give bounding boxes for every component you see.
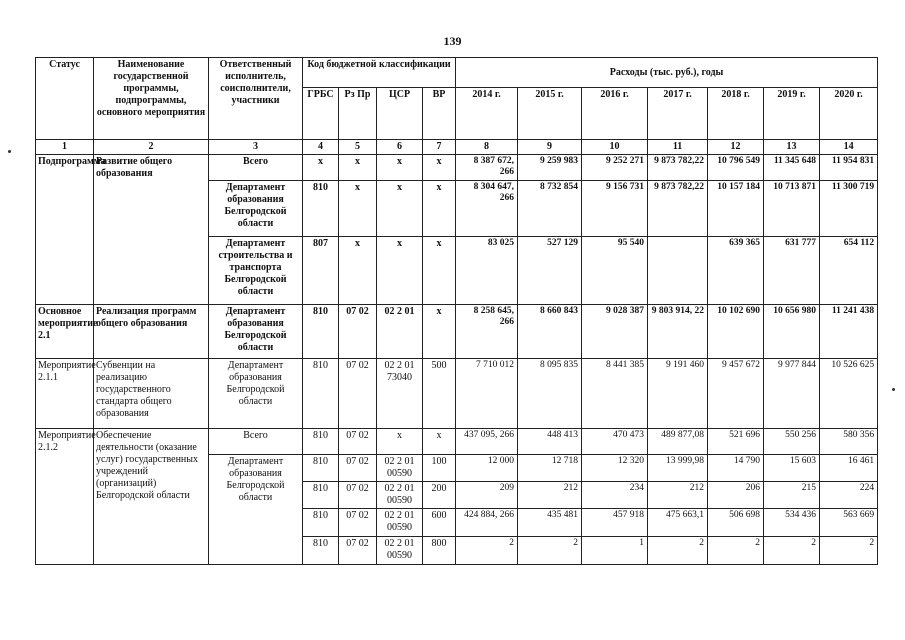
csr-cell: 02 2 01 00590 [377, 455, 423, 482]
vr-cell: х [423, 237, 456, 305]
value-cell: 12 320 [582, 455, 648, 482]
value-cell: 215 [764, 482, 820, 509]
value-cell: 11 954 831 [820, 155, 878, 181]
value-cell: 14 790 [708, 455, 764, 482]
rzpr-cell: х [339, 237, 377, 305]
name-cell: Реализация программ общего образования [94, 305, 209, 359]
value-cell: 95 540 [582, 237, 648, 305]
column-number: 12 [708, 140, 764, 155]
value-cell [648, 237, 708, 305]
value-cell: 8 095 835 [518, 359, 582, 429]
vr-cell: х [423, 429, 456, 455]
value-cell: 11 345 648 [764, 155, 820, 181]
header-year: 2015 г. [518, 88, 582, 140]
table-row [36, 429, 878, 455]
column-number: 6 [377, 140, 423, 155]
value-cell: 12 000 [456, 455, 518, 482]
grbs-cell: 810 [303, 305, 339, 359]
value-cell: 212 [648, 482, 708, 509]
table-row [36, 155, 878, 181]
status-cell: Мероприятие 2.1.2 [36, 429, 94, 565]
value-cell: 2 [518, 537, 582, 565]
vr-cell: х [423, 181, 456, 237]
column-number: 11 [648, 140, 708, 155]
value-cell: 654 112 [820, 237, 878, 305]
value-cell: 2 [764, 537, 820, 565]
value-cell: 2 [648, 537, 708, 565]
grbs-cell: х [303, 155, 339, 181]
grbs-cell: 807 [303, 237, 339, 305]
executor-cell: Всего [209, 155, 303, 181]
column-number: 2 [94, 140, 209, 155]
value-cell: 212 [518, 482, 582, 509]
scan-speck [8, 150, 11, 153]
value-cell: 234 [582, 482, 648, 509]
value-cell: 10 656 980 [764, 305, 820, 359]
value-cell: 11 241 438 [820, 305, 878, 359]
rzpr-cell: 07 02 [339, 482, 377, 509]
value-cell: 563 669 [820, 509, 878, 537]
header-year: 2018 г. [708, 88, 764, 140]
value-cell: 9 252 271 [582, 155, 648, 181]
value-cell: 10 102 690 [708, 305, 764, 359]
rzpr-cell: х [339, 155, 377, 181]
value-cell: 2 [456, 537, 518, 565]
value-cell: 9 028 387 [582, 305, 648, 359]
value-cell: 9 977 844 [764, 359, 820, 429]
value-cell: 8 304 647, 266 [456, 181, 518, 237]
rzpr-cell: 07 02 [339, 455, 377, 482]
value-cell: 9 873 782,22 [648, 181, 708, 237]
value-cell: 10 796 549 [708, 155, 764, 181]
value-cell: 527 129 [518, 237, 582, 305]
column-number: 9 [518, 140, 582, 155]
vr-cell: х [423, 155, 456, 181]
column-number: 4 [303, 140, 339, 155]
csr-cell: х [377, 429, 423, 455]
name-cell: Обеспечение деятельности (оказание услуг) государственных учреждений (организаций) Белгородской области [94, 429, 209, 565]
value-cell: 639 365 [708, 237, 764, 305]
executor-cell: Департамент образования Белгородской области [209, 305, 303, 359]
csr-cell: х [377, 155, 423, 181]
value-cell: 10 526 625 [820, 359, 878, 429]
executor-cell: Департамент образования Белгородской области [209, 359, 303, 429]
value-cell: 521 696 [708, 429, 764, 455]
value-cell: 8 441 385 [582, 359, 648, 429]
executor-cell: Всего [209, 429, 303, 455]
grbs-cell: 810 [303, 181, 339, 237]
header-grbs: ГРБС [303, 88, 339, 140]
grbs-cell: 810 [303, 429, 339, 455]
value-cell: 13 999,98 [648, 455, 708, 482]
grbs-cell: 810 [303, 359, 339, 429]
header-status: Статус [36, 58, 94, 140]
header-year: 2016 г. [582, 88, 648, 140]
value-cell: 206 [708, 482, 764, 509]
column-number: 7 [423, 140, 456, 155]
value-cell: 424 884, 266 [456, 509, 518, 537]
vr-cell: 100 [423, 455, 456, 482]
column-number: 5 [339, 140, 377, 155]
value-cell: 209 [456, 482, 518, 509]
status-cell: Подпрограмма [36, 155, 94, 305]
value-cell: 489 877,08 [648, 429, 708, 455]
value-cell: 83 025 [456, 237, 518, 305]
header-year: 2017 г. [648, 88, 708, 140]
header-year: 2014 г. [456, 88, 518, 140]
vr-cell: 500 [423, 359, 456, 429]
value-cell: 9 191 460 [648, 359, 708, 429]
value-cell: 1 [582, 537, 648, 565]
csr-cell: х [377, 237, 423, 305]
table-row [36, 305, 878, 359]
column-number-row [36, 140, 878, 155]
executor-cell: Департамент образования Белгородской области [209, 181, 303, 237]
header-expenses: Расходы (тыс. руб.), годы [456, 58, 878, 88]
rzpr-cell: х [339, 181, 377, 237]
grbs-cell: 810 [303, 537, 339, 565]
column-number: 3 [209, 140, 303, 155]
value-cell: 7 710 012 [456, 359, 518, 429]
header-vr: ВР [423, 88, 456, 140]
value-cell: 506 698 [708, 509, 764, 537]
name-cell: Субвенции на реализацию государственного стандарта общего образования [94, 359, 209, 429]
header-year: 2020 г. [820, 88, 878, 140]
column-number: 14 [820, 140, 878, 155]
value-cell: 16 461 [820, 455, 878, 482]
value-cell: 448 413 [518, 429, 582, 455]
table-row [36, 359, 878, 429]
status-cell: Основное мероприятие 2.1 [36, 305, 94, 359]
vr-cell: 600 [423, 509, 456, 537]
value-cell: 9 156 731 [582, 181, 648, 237]
grbs-cell: 810 [303, 455, 339, 482]
value-cell: 457 918 [582, 509, 648, 537]
value-cell: 435 481 [518, 509, 582, 537]
value-cell: 437 095, 266 [456, 429, 518, 455]
value-cell: 9 259 983 [518, 155, 582, 181]
csr-cell: 02 2 01 [377, 305, 423, 359]
value-cell: 580 356 [820, 429, 878, 455]
value-cell: 2 [708, 537, 764, 565]
csr-cell: 02 2 01 00590 [377, 482, 423, 509]
value-cell: 11 300 719 [820, 181, 878, 237]
column-number: 8 [456, 140, 518, 155]
value-cell: 224 [820, 482, 878, 509]
status-cell: Мероприятие 2.1.1 [36, 359, 94, 429]
value-cell: 9 803 914, 22 [648, 305, 708, 359]
value-cell: 550 256 [764, 429, 820, 455]
value-cell: 10 157 184 [708, 181, 764, 237]
header-year: 2019 г. [764, 88, 820, 140]
executor-cell: Департамент строительства и транспорта Белгородской области [209, 237, 303, 305]
value-cell: 534 436 [764, 509, 820, 537]
budget-table [35, 57, 878, 565]
vr-cell: 200 [423, 482, 456, 509]
rzpr-cell: 07 02 [339, 305, 377, 359]
page-number: 139 [443, 34, 462, 48]
rzpr-cell: 07 02 [339, 509, 377, 537]
scan-speck [892, 388, 895, 391]
column-number: 10 [582, 140, 648, 155]
value-cell: 475 663,1 [648, 509, 708, 537]
value-cell: 8 732 854 [518, 181, 582, 237]
csr-cell: 02 2 01 73040 [377, 359, 423, 429]
csr-cell: 02 2 01 00590 [377, 537, 423, 565]
column-number: 13 [764, 140, 820, 155]
rzpr-cell: 07 02 [339, 429, 377, 455]
header-code: Код бюджетной классификации [303, 58, 456, 88]
value-cell: 8 387 672, 266 [456, 155, 518, 181]
grbs-cell: 810 [303, 509, 339, 537]
value-cell: 8 258 645, 266 [456, 305, 518, 359]
value-cell: 2 [820, 537, 878, 565]
grbs-cell: 810 [303, 482, 339, 509]
csr-cell: х [377, 181, 423, 237]
value-cell: 9 457 672 [708, 359, 764, 429]
header-name: Наименование государственной программы, подпрограммы, основного мероприятия [94, 58, 209, 140]
value-cell: 12 718 [518, 455, 582, 482]
vr-cell: х [423, 305, 456, 359]
csr-cell: 02 2 01 00590 [377, 509, 423, 537]
header-executor: Ответственный исполнитель, соисполнители, участники [209, 58, 303, 140]
rzpr-cell: 07 02 [339, 537, 377, 565]
value-cell: 10 713 871 [764, 181, 820, 237]
value-cell: 631 777 [764, 237, 820, 305]
column-number: 1 [36, 140, 94, 155]
value-cell: 8 660 843 [518, 305, 582, 359]
value-cell: 9 873 782,22 [648, 155, 708, 181]
value-cell: 15 603 [764, 455, 820, 482]
executor-cell: Департамент образования Белгородской области [209, 455, 303, 565]
header-csr: ЦСР [377, 88, 423, 140]
value-cell: 470 473 [582, 429, 648, 455]
header-rzpr: Рз Пр [339, 88, 377, 140]
rzpr-cell: 07 02 [339, 359, 377, 429]
name-cell: Развитие общего образования [94, 155, 209, 305]
vr-cell: 800 [423, 537, 456, 565]
